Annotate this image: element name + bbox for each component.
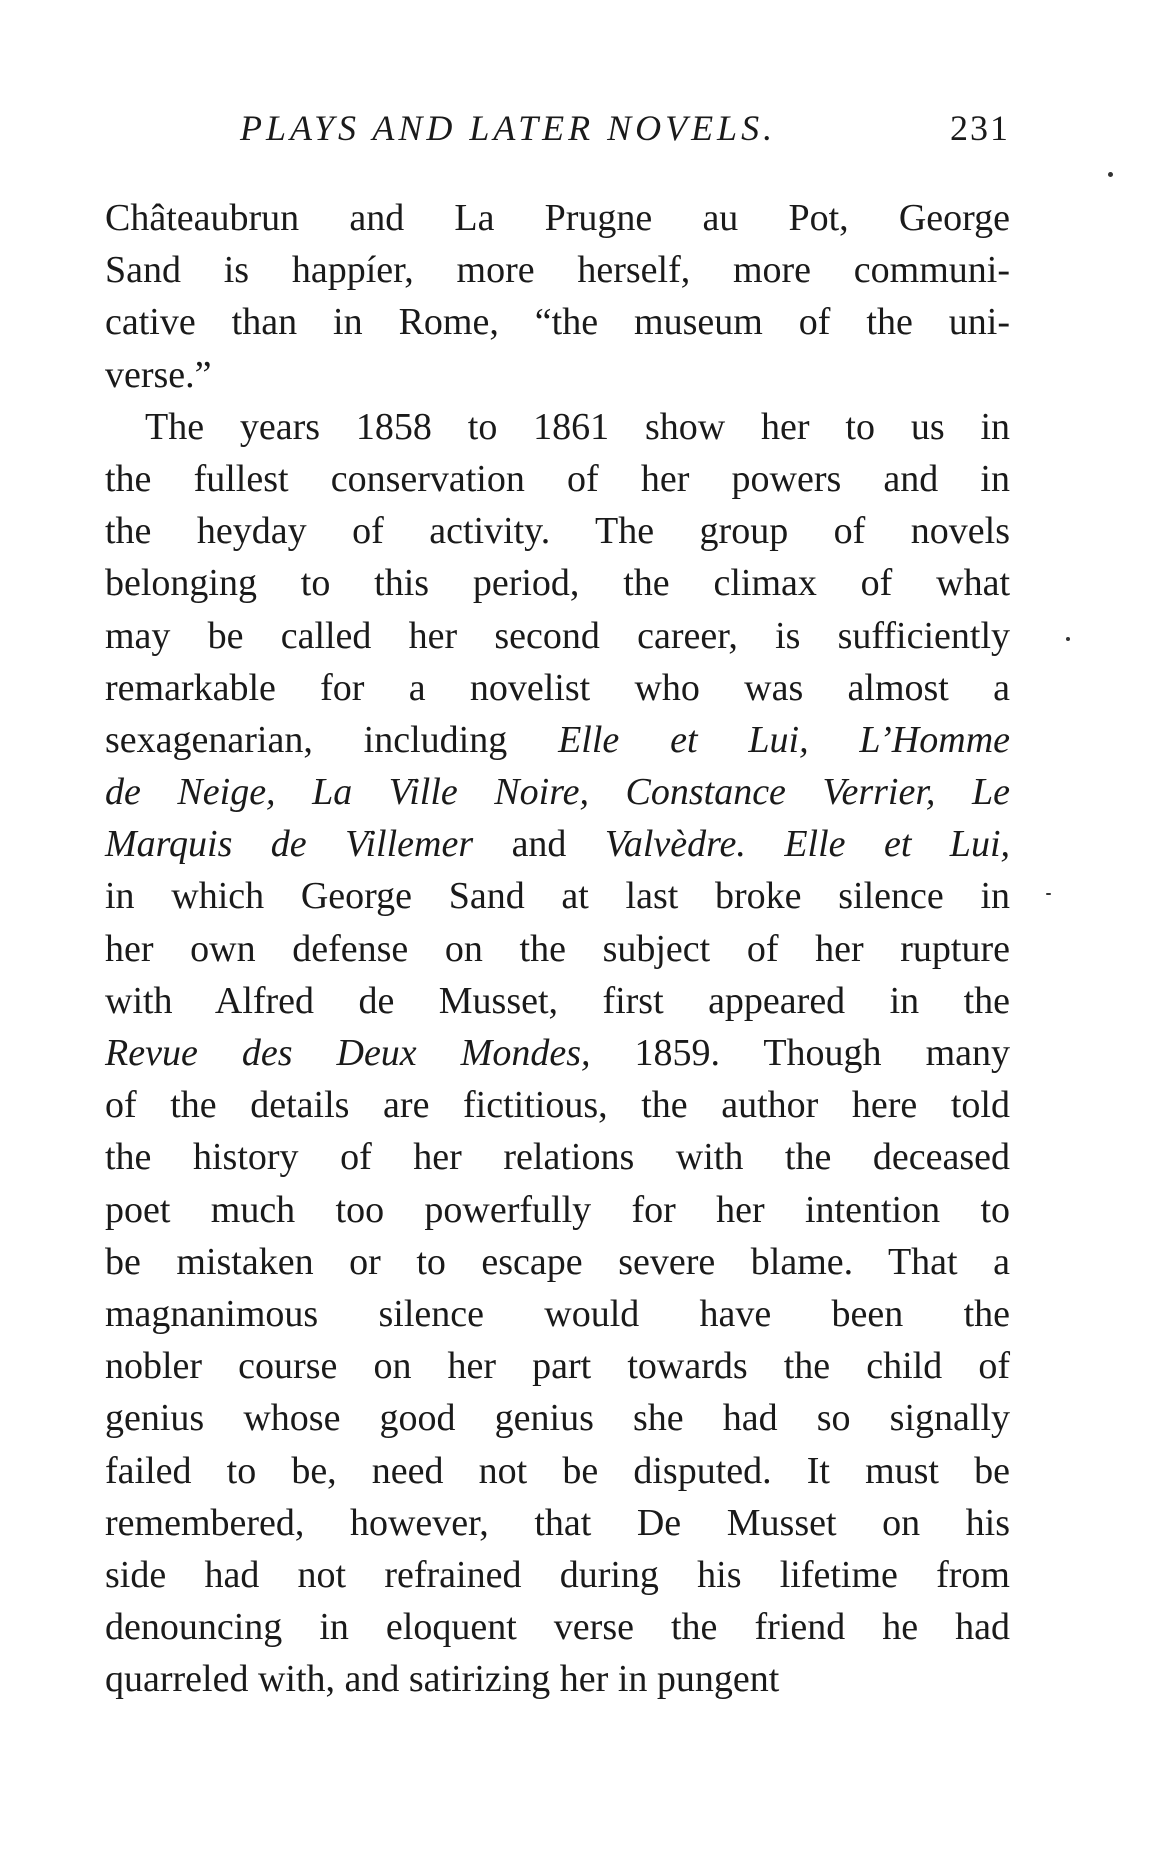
text-line [105,1027,1010,1079]
text-segment: side had not refrained during his lifetime from [105,1553,1010,1596]
print-speck [1046,893,1051,895]
text-line [105,1236,1010,1288]
italic-title: Valvèdre. Elle et Lui, [604,823,1011,866]
text-segment: 1859. Though many [590,1032,1010,1074]
text-segment: magnanimous silence would have been the [105,1292,1010,1335]
text-line [105,1079,1010,1131]
text-line [105,714,1010,766]
text-segment: remembered, however, that De Musset on his [105,1501,1010,1544]
page-number: 231 [950,108,1010,148]
text-segment: Châteaubrun and La Prugne au Pot, George [105,197,1010,239]
print-speck [1108,172,1113,177]
text-segment: and [473,823,605,866]
text-line [105,870,1010,922]
italic-title: Elle et Lui, L’Homme [558,718,1010,761]
text-segment: in which George Sand at last broke silence in [105,875,1010,918]
text-line [105,1549,1010,1601]
text-line [105,1131,1010,1183]
text-segment: Sand is happíer, more herself, more communi- [105,249,1010,292]
text-segment: sexagenarian, including [105,718,559,761]
text-line [105,244,1010,296]
text-line [105,766,1010,818]
text-segment: poet much too powerfully for her intention to [105,1188,1010,1231]
text-line [105,1184,1010,1236]
text-line [105,505,1010,557]
text-line [105,1340,1010,1392]
text-line [105,1288,1010,1340]
text-segment: the history of her relations with the deceased [105,1136,1010,1179]
text-line [105,923,1010,975]
text-line [105,610,1010,662]
page-header [240,106,1010,150]
print-speck [1066,637,1070,641]
text-segment: genius whose good genius she had so signally [105,1397,1010,1440]
text-segment: her own defense on the subject of her rupture [105,927,1010,970]
text-segment: may be called her second career, is sufficiently [105,614,1010,657]
text-segment: denouncing in eloquent verse the friend he had [105,1606,1010,1649]
italic-title: Marquis de Villemer [105,823,474,866]
text-segment: of the details are fictitious, the author here told [105,1084,1010,1127]
italic-title: Revue des Deux Mondes, [105,1032,591,1074]
text-segment: cative than in Rome, “the museum of the uni- [105,301,1010,344]
text-segment: The years 1858 to 1861 show her to us in [145,405,1010,448]
text-segment: remarkable for a novelist who was almost a [105,666,1010,709]
text-line [105,1445,1010,1497]
text-segment: nobler course on her part towards the child of [105,1345,1010,1388]
text-segment: the heyday of activity. The group of novels [105,510,1010,553]
text-line [105,818,1010,870]
text-segment: belonging to this period, the climax of what [105,562,1010,605]
text-segment: the fullest conservation of her powers and in [105,457,1010,500]
text-line [105,557,1010,609]
text-segment: failed to be, need not be disputed. It must be [105,1449,1010,1492]
body-text [105,192,1010,1705]
text-line [105,349,1010,401]
text-line [105,1497,1010,1549]
text-line [105,401,1010,453]
text-line [105,453,1010,505]
running-title: PLAYS AND LATER NOVELS. [240,108,777,148]
text-line [105,1392,1010,1444]
text-line [105,1601,1010,1653]
text-line [105,1653,1010,1705]
text-segment: with Alfred de Musset, first appeared in the [105,979,1010,1022]
text-line [105,192,1010,244]
text-segment: be mistaken or to escape severe blame. That a [105,1240,1010,1283]
italic-title: de Neige, La Ville Noire, Constance Verrier, Le [105,771,1010,814]
text-line [105,662,1010,714]
text-segment: quarreled with, and satirizing her in pungent [105,1658,780,1701]
text-line [105,296,1010,348]
text-line [105,975,1010,1027]
text-segment: verse.” [105,353,212,396]
